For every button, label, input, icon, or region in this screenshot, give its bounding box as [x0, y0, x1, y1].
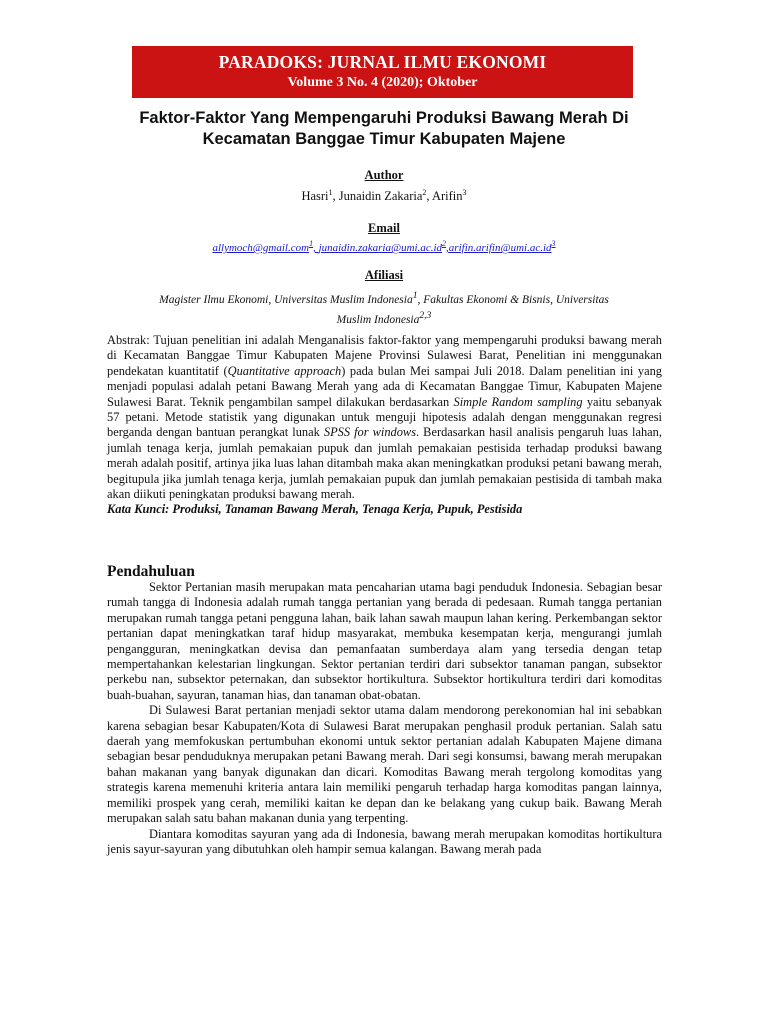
affiliation-sup: 1	[412, 290, 418, 301]
author-names	[60, 185, 708, 204]
email-sup: 2	[442, 239, 447, 248]
email-link[interactable]: junaidin.zakaria@umi.ac.id	[318, 242, 443, 255]
journal-banner	[132, 46, 633, 98]
affiliation-sup: 2,3	[419, 309, 432, 321]
abstract-italic: SPSS for windows	[323, 425, 417, 440]
author-section	[60, 168, 708, 204]
email-link[interactable]: allymoch@gmail.com	[212, 242, 310, 255]
email-sep: ,	[446, 242, 449, 255]
affiliation-line2	[60, 308, 708, 328]
section-heading: Pendahuluan	[107, 563, 195, 580]
email-sup: 1	[309, 239, 314, 248]
body-paragraph: Sektor Pertanian masih merupakan mata pencaharian utama bagi penduduk Indonesia. Sebagian besar rumah tangga di Indonesia adalah rumah tangga pertanian yang berada di pedesaan. Rumah tangga pertanian merupakan rumah tangga petani pengguna lahan, baik lahan sawah maupun lahan kering. Perkembangan sektor pertanian dapat meningkatkan taraf hidup masyarakat, membuka kesempatan kerja, mengurangi jumlah pengangguran, meningkatkan devisa dan pemanfaatan sumberdaya alam yang tersedia dengan tetap mempertahankan kelestarian lingkungan. Sektor pertanian terdiri dari subsektor tanaman pangan, subsektor perkebu nan, subsektor peternakan, dan subsektor hortikultura. Subsektor hortikultura terdiri dari komoditas buah-buahan, sayuran, tanaman hias, dan tanaman obat-obatan.	[107, 580, 662, 702]
abstract-italic: Quantitative approach	[227, 363, 342, 378]
author-name: Junaidin Zakaria	[338, 189, 423, 204]
paper-title	[60, 108, 708, 150]
body-paragraph: Di Sulawesi Barat pertanian menjadi sektor utama dalam mendorong perekonomian hal ini sebabkan karena sebagian besar Kabupaten/Kota di Sulawesi Barat merupakan penghasil produk pertanian. Salah satu daerah yang memfokuskan pertumbuhan ekonomi untuk sektor pertanian adalah Kabupaten Majene dimana sebagian besar penduduknya merupakan petani Bawang merah. Dari segi konsumsi, bawang merah merupakan bahan makanan yang banyak digunakan dan dicari. Komoditas Bawang merah tergolong komoditas yang strategis karena memenuhi kriteria antara lain memiliki pengaruh terhadap harga komoditas pangan lainnya, memiliki prospek yang cerah, memiliki kaitan ke depan dan ke belakang yang cukup baik. Bawang Merah merupakan salah satu bahan makanan dunia yang terpenting.	[107, 703, 662, 826]
author-sup: 3	[462, 188, 467, 197]
journal-volume: Volume 3 No. 4 (2020); Oktober	[287, 75, 478, 90]
section-body	[107, 580, 662, 857]
author-sup: 2	[422, 188, 427, 197]
abstract-part: . Berdasarkan hasil analisis pengaruh luas lahan, jumlah tenaga kerja, jumlah pemakaian pupuk dan jumlah pemakaian pestisida terhadap produksi bawang merah adalah positif, artinya jika luas lahan ditambah maka akan meningkatkan produksi petani bawang merah, begitupula jika jumlah tenaga kerja, jumlah pemakaian pupuk dan jumlah pemakaian pestisida di tambah maka akan diikuti peningkatan produksi bawang merah.	[107, 425, 662, 502]
email-link[interactable]: arifin.arifin@umi.ac.id	[448, 242, 552, 255]
abstract-text	[107, 333, 662, 502]
author-name: Arifin	[431, 189, 463, 204]
email-addresses	[60, 236, 708, 256]
body-paragraph: Diantara komoditas sayuran yang ada di Indonesia, bawang merah merupakan komoditas hortikultura jenis sayur-sayuran yang dibutuhkan oleh hampir semua kalangan. Bawang merah pada	[107, 826, 662, 856]
journal-name: PARADOKS: JURNAL ILMU EKONOMI	[218, 52, 547, 72]
affiliation-heading: Afiliasi	[364, 268, 404, 282]
affiliation-text: Magister Ilmu Ekonomi, Universitas Muslim Indonesia	[159, 293, 413, 306]
keywords: Kata Kunci: Produksi, Tanaman Bawang Merah, Tenaga Kerja, Pupuk, Pestisida	[107, 502, 523, 517]
email-section	[60, 221, 708, 256]
affiliation-text: , Fakultas Ekonomi & Bisnis, Universitas	[417, 293, 609, 306]
email-sup: 3	[551, 239, 556, 248]
abstract-part: yaitu sebanyak 57 petani. Metode statistik yang digunakan untuk menguji hipotesis adalah dengan menggunakan regresi berganda dengan bantuan perangkat lunak	[107, 394, 663, 440]
affiliation-line1	[60, 288, 708, 308]
email-sep: ,	[313, 242, 319, 255]
abstract-part: Abstrak: Tujuan penelitian ini adalah Menganalisis faktor-faktor yang mempengaruhi produksi bawang merah di Kecamatan Banggae Timur Kabupaten Majene Provinsi Sulawesi Barat, Penelitian ini menggunakan pendekatan kuantitatif (	[107, 333, 662, 378]
author-sup: 1	[328, 188, 333, 197]
affiliation-section	[60, 268, 708, 328]
abstract	[107, 333, 662, 518]
author-sep: ,	[332, 189, 339, 204]
paper-title-line2: Kecamatan Banggae Timur Kabupaten Majene	[202, 130, 566, 148]
abstract-part: ) pada bulan Mei sampai Juli 2018. Dalam penelitian ini yang menjadi populasi adalah petani Bawang Merah yang ada di Kecamatan Banggae Timur, Kabupaten Majene Sulawesi Barat. Teknik pengambilan sampel dilakukan berdasarkan	[107, 363, 662, 409]
author-name: Hasri	[301, 189, 329, 204]
author-sep: ,	[426, 189, 432, 204]
abstract-italic: Simple Random sampling	[453, 394, 583, 409]
paper-title-line1: Faktor-Faktor Yang Mempengaruhi Produksi Bawang Merah Di	[139, 109, 629, 127]
email-heading: Email	[368, 221, 400, 235]
author-heading: Author	[364, 168, 404, 182]
affiliation-text: Muslim Indonesia	[336, 313, 420, 326]
